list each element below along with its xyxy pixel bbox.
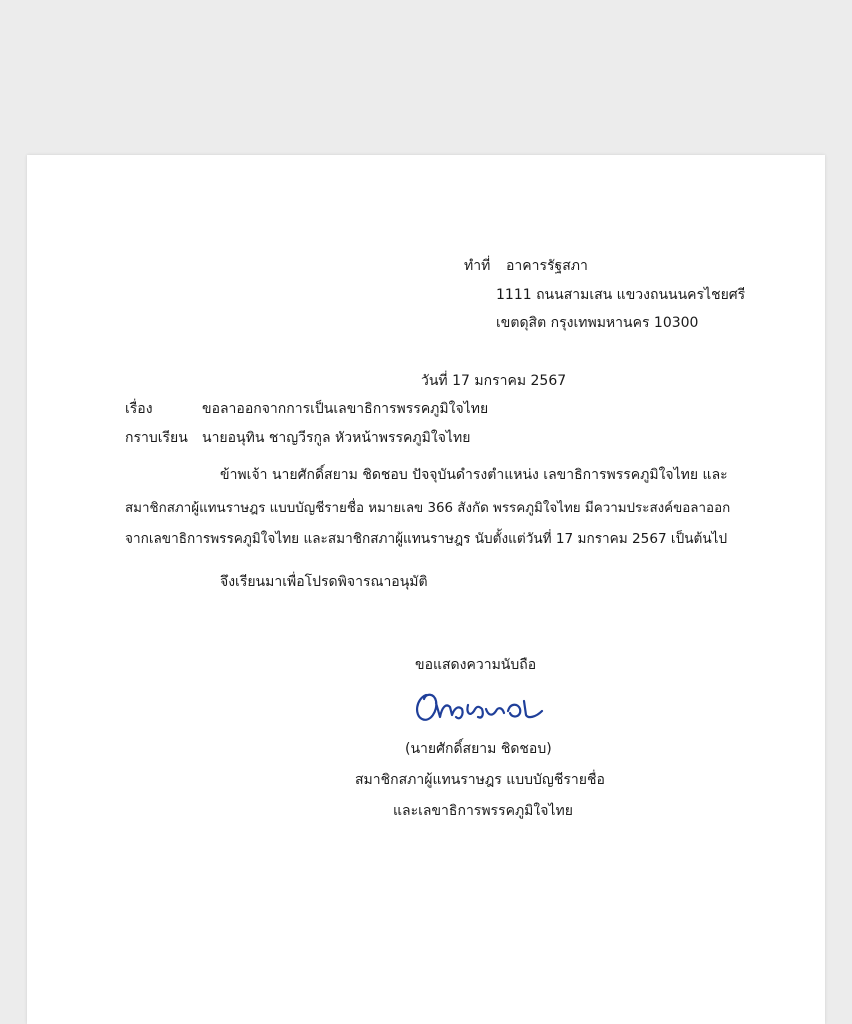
address-line-1: อาคารรัฐสภา: [506, 258, 588, 274]
subject-label: เรื่อง: [125, 401, 153, 417]
address-line-2: 1111 ถนนสามเสน แขวงถนนนครไชยศรี: [496, 287, 746, 303]
body-line-2: สมาชิกสภาผู้แทนราษฎร แบบบัญชีรายชื่อ หมายเลข 366 สังกัด พรรคภูมิใจไทย มีความประสงค์ขอลาออก: [125, 501, 731, 516]
signer-title-1: สมาชิกสภาผู้แทนราษฎร แบบบัญชีรายชื่อ: [355, 772, 605, 788]
recipient-text: นายอนุทิน ชาญวีรกูล หัวหน้าพรรคภูมิใจไทย: [202, 430, 471, 446]
address-line-3: เขตดุสิต กรุงเทพมหานคร 10300: [496, 315, 699, 331]
body-line-3: จากเลขาธิการพรรคภูมิใจไทย และสมาชิกสภาผู้แทนราษฎร นับตั้งแต่วันที่ 17 มกราคม 2567 เป็นต้นไป: [125, 531, 728, 547]
letter-page: [27, 155, 825, 1024]
closing-request: จึงเรียนมาเพื่อโปรดพิจารณาอนุมัติ: [220, 574, 428, 590]
address-label: ทำที่: [464, 258, 491, 274]
signer-title-2: และเลขาธิการพรรคภูมิใจไทย: [393, 803, 573, 819]
handwritten-signature: [412, 681, 547, 729]
body-line-1: ข้าพเจ้า นายศักดิ์สยาม ชิดชอบ ปัจจุบันดำรงตำแหน่ง เลขาธิการพรรคภูมิใจไทย และ: [220, 467, 728, 483]
letter-date: วันที่ 17 มกราคม 2567: [421, 373, 567, 389]
complimentary-close: ขอแสดงความนับถือ: [415, 657, 537, 673]
subject-text: ขอลาออกจากการเป็นเลขาธิการพรรคภูมิใจไทย: [202, 401, 489, 417]
recipient-label: กราบเรียน: [125, 430, 188, 446]
signer-name: (นายศักดิ์สยาม ชิดชอบ): [405, 741, 552, 757]
